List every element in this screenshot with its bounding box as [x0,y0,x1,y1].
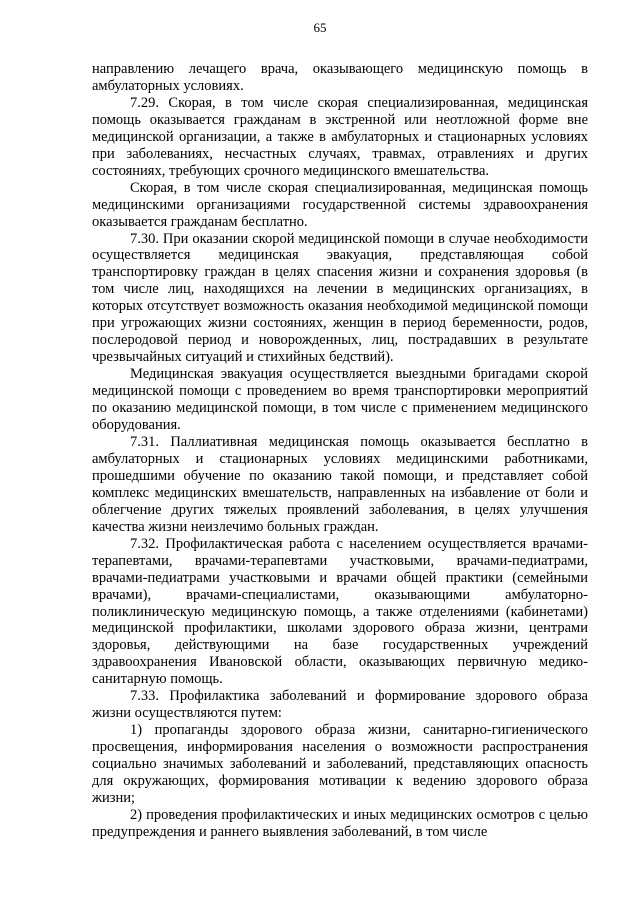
paragraph-emergency-free: Скорая, в том числе скорая специализированная, медицинская помощь медицинскими организациями государственной системы здравоохранения оказывается гражданам бесплатно. [92,179,588,230]
page-number: 65 [313,20,327,35]
paragraph-continuation: направлению лечащего врача, оказывающего медицинскую помощь в амбулаторных условиях. [92,61,588,94]
list-item-1: 1) пропаганды здорового образа жизни, санитарно-гигиенического просвещения, информирования населения о возможности распространения социально значимых заболеваний и заболеваний, представляющих опасность для окружающих, формирования мотивации к ведению здорового образа жизни; [92,722,588,806]
paragraph-7-32: 7.32. Профилактическая работа с населением осуществляется врачами-терапевтами, врачами-терапевтами участковыми, врачами-педиатрами, врачами-педиатрами участковыми и врачами общей практики (семейными врачами), врачами-специалистами, оказывающими амбулаторно-поликлиническую медицинскую помощь, а также отделениями (кабинетами) медицинской профилактики, школами здорового образа жизни, центрами здоровья, действующими на базе государственных учреждений здравоохранения Ивановской области, оказывающих первичную медико-санитарную помощь. [92,535,588,688]
paragraph-7-33: 7.33. Профилактика заболеваний и формирование здорового образа жизни осуществляются путем: [92,688,588,722]
document-body [92,61,588,841]
paragraph-medical-evacuation: Медицинская эвакуация осуществляется выездными бригадами скорой медицинской помощи с проведением во время транспортировки мероприятий по оказанию медицинской помощи, в том числе с применением медицинского оборудования. [92,366,588,434]
list-item-2: 2) проведения профилактических и иных медицинских осмотров с целью предупреждения и раннего выявления заболеваний, в том числе [92,806,588,840]
paragraph-7-30: 7.30. При оказании скорой медицинской помощи в случае необходимости осуществляется медицинская эвакуация, представляющая собой транспортировку граждан в целях спасения жизни и сохранения здоровья (в том числе лиц, находящихся на лечении в медицинских организациях, в которых отсутствует возможность оказания необходимой медицинской помощи при угрожающих жизни состояниях, женщин в период беременности, родов, послеродовой период и новорожденных, лиц, пострадавших в результате чрезвычайных ситуаций и стихийных бедствий). [92,230,588,366]
paragraph-7-29: 7.29. Скорая, в том числе скорая специализированная, медицинская помощь оказывается гражданам в экстренной или неотложной форме вне медицинской организации, а также в амбулаторных и стационарных условиях при заболеваниях, несчастных случаях, травмах, отравлениях и других состояниях, требующих срочного медицинского вмешательства. [92,94,588,179]
paragraph-7-31: 7.31. Паллиативная медицинская помощь оказывается бесплатно в амбулаторных и стационарных условиях медицинскими работниками, прошедшими обучение по оказанию такой помощи, и представляет собой комплекс медицинских вмешательств, направленных на избавление от боли и облегчение других тяжелых проявлений заболевания, в целях улучшения качества жизни неизлечимо больных граждан. [92,433,588,535]
